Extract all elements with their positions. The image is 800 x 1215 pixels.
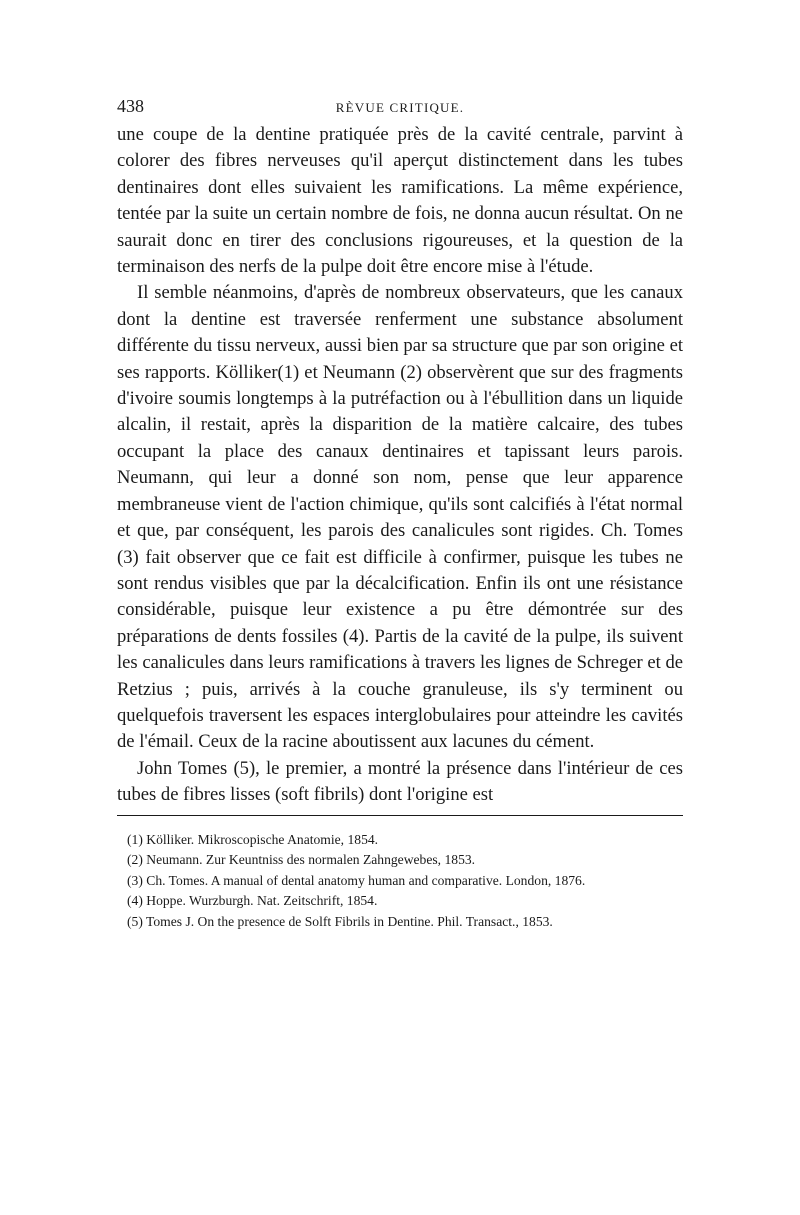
footnote-3: (3) Ch. Tomes. A manual of dental anatomy human and comparative. London, 1876.: [127, 872, 586, 888]
paragraph: John Tomes (5), le premier, a montré la présence dans l'intérieur de ces tubes de fibres lisses (soft fibrils) dont l'origine est: [117, 757, 683, 806]
page-number: 438: [117, 96, 144, 116]
footnote-4: (4) Hoppe. Wurzburgh. Nat. Zeitschrift, 1854.: [127, 893, 378, 909]
footnote-5: (5) Tomes J. On the presence de Solft Fibrils in Dentine. Phil. Transact., 1853.: [127, 913, 553, 929]
footnotes: [117, 830, 683, 933]
running-title: RÈVUE CRITIQUE.: [335, 100, 465, 115]
footnote-2: (2) Neumann. Zur Keuntniss des normalen Zahngewebes, 1853.: [127, 852, 476, 868]
paragraph: Il semble néanmoins, d'après de nombreux observateurs, que les canaux dont la dentine est traversée renferment une substance absolument différente du tissu nerveux, aussi bien par sa structure que par son origine et ses rapports. Kölliker(1) et Neumann (2) observèrent que sur des fragments d'ivoire soumis longtemps à la putréfaction ou à l'ébullition dans un liquide alcalin, il restait, après la disparition de la matière calcaire, des tubes occupant la place des canaux dentinaires et tapissant leurs parois. Neumann, qui leur a donné son nom, pense que leur apparence membraneuse vient de l'action chimique, qu'ils sont calcifiés à l'état normal et que, par conséquent, les parois des canalicules sont rigides. Ch. Tomes (3) fait observer que ce fait est difficile à confirmer, puisque les tubes ne sont rendus visibles que par la décalcification. Enfin ils ont une résistance considérable, puisque leur existence a pu être démontrée sur des préparations de dents fossiles (4). Partis de la cavité de la pulpe, ils suivent les canalicules dans leurs ramifications à travers les lignes de Schreger et de Retzius ; puis, arrivés à la couche granuleuse, ils s'y terminent ou quelquefois traversent les espaces interglobulaires pour atteindre les cavités de l'émail. Ceux de la racine aboutissent aux lacunes du cément.: [117, 282, 683, 753]
book-page: [117, 92, 683, 933]
page-header: [117, 92, 683, 122]
paragraph-continued: une coupe de la dentine pratiquée près de la cavité centrale, parvint à colorer des fibres nerveuses qu'il aperçut distinctement dans les tubes dentinaires dont elles suivaient les ramifications. La même expérience, tentée par la suite un certain nombre de fois, ne donna aucun résultat. On ne saurait donc en tirer des conclusions rigoureuses, et la question de la terminaison des nerfs de la pulpe doit être encore mise à l'étude.: [117, 124, 683, 278]
footnote-1: (1) Kölliker. Mikroscopische Anatomie, 1854.: [127, 831, 379, 847]
footnote-divider: [117, 815, 683, 816]
main-text: [117, 122, 683, 809]
